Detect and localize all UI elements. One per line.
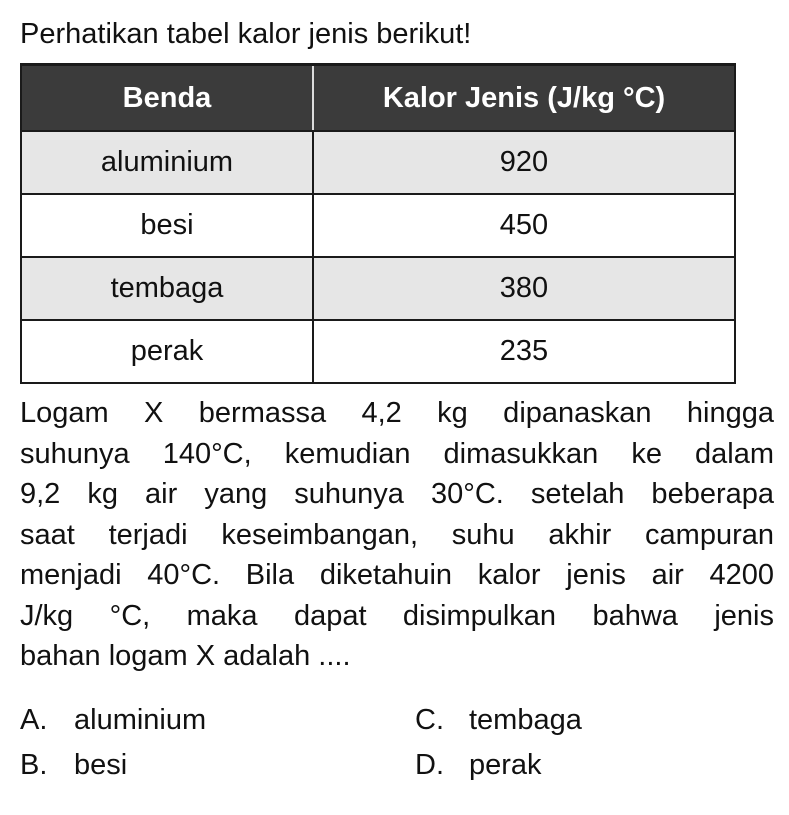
question-line: bahan logam X adalah .... <box>20 640 351 672</box>
question-text <box>20 393 774 677</box>
question-line: saat terjadi keseimbangan, suhu akhir campuran <box>20 518 774 551</box>
intro-text: Perhatikan tabel kalor jenis berikut! <box>20 18 472 50</box>
cell-kalor: 235 <box>313 320 735 383</box>
cell-benda: tembaga <box>21 257 313 320</box>
table-header-row <box>21 65 735 132</box>
option-c[interactable] <box>415 700 582 740</box>
option-letter: C. <box>415 704 444 736</box>
cell-benda: aluminium <box>21 131 313 194</box>
option-letter: D. <box>415 749 444 781</box>
question-line: 9,2 kg air yang suhunya 30°C. setelah beberapa <box>20 478 774 510</box>
option-letter: B. <box>20 749 48 781</box>
table-row <box>21 320 735 383</box>
table-row <box>21 257 735 320</box>
specific-heat-table <box>20 63 736 384</box>
header-kalor-jenis: Kalor Jenis (J/kg °C) <box>313 65 735 132</box>
option-d[interactable] <box>415 745 542 785</box>
table-row <box>21 131 735 194</box>
question-line: Logam X bermassa 4,2 kg dipanaskan hingga <box>20 397 774 429</box>
option-text: aluminium <box>74 704 207 736</box>
question-line: menjadi 40°C. Bila diketahuin kalor jenis air 4200 <box>20 559 774 591</box>
cell-benda: perak <box>21 320 313 383</box>
header-benda: Benda <box>21 65 313 132</box>
option-a[interactable] <box>20 700 206 740</box>
cell-kalor: 380 <box>313 257 735 320</box>
option-text: tembaga <box>469 704 582 736</box>
table-row <box>21 194 735 257</box>
option-text: perak <box>469 749 542 781</box>
question-line: suhunya 140°C, kemudian dimasukkan ke dalam <box>20 437 774 470</box>
question-line: J/kg °C, maka dapat disimpulkan bahwa jenis <box>20 599 774 632</box>
cell-kalor: 920 <box>313 131 735 194</box>
option-b[interactable] <box>20 745 127 785</box>
cell-benda: besi <box>21 194 313 257</box>
option-text: besi <box>74 749 128 781</box>
cell-kalor: 450 <box>313 194 735 257</box>
option-letter: A. <box>20 704 48 736</box>
